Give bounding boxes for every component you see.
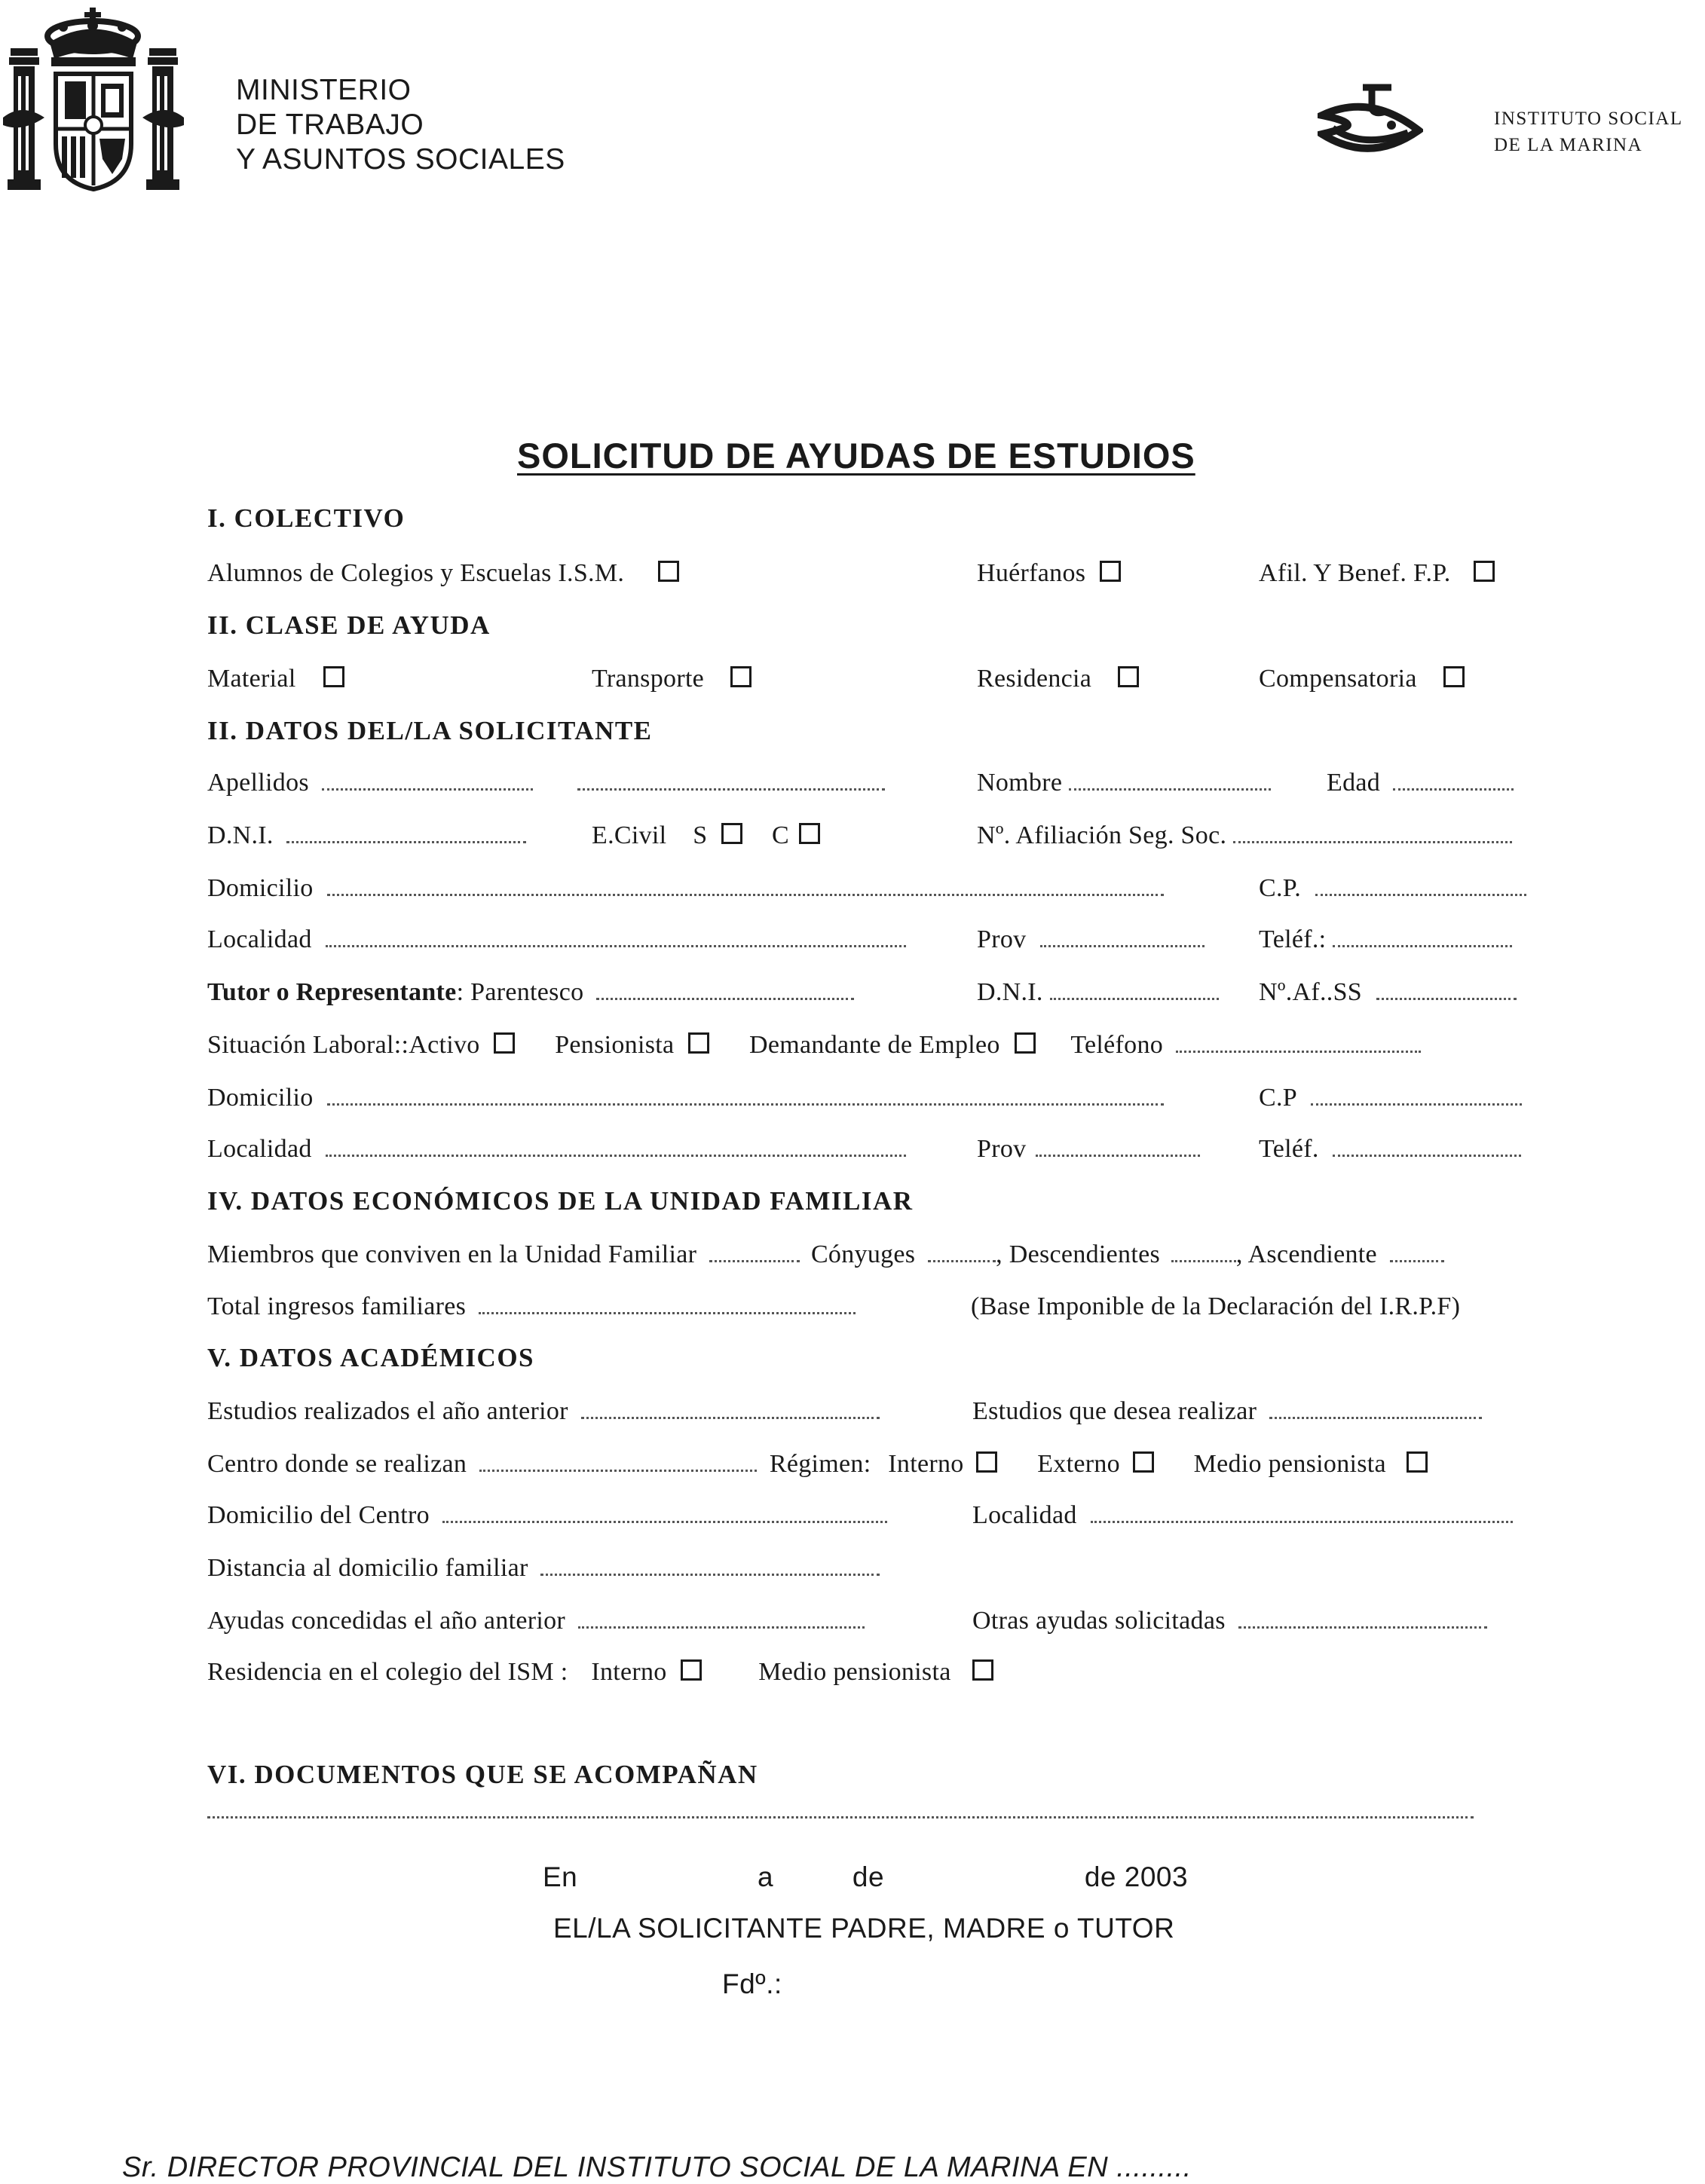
domicilio2-field[interactable] bbox=[207, 1084, 1164, 1112]
clase-residencia-label: Residencia bbox=[977, 665, 1092, 693]
base-imponible-note: (Base Imponible de la Declaración del I.R.P.F) bbox=[971, 1292, 1461, 1320]
apellidos-field[interactable] bbox=[207, 769, 885, 797]
conyuges-label: Cónyuges bbox=[810, 1240, 916, 1268]
tutor-afss-label: Nº.Af..SS bbox=[1259, 978, 1362, 1006]
coat-of-arms bbox=[3, 5, 191, 197]
estudios-anterior-label: Estudios realizados el año anterior bbox=[207, 1397, 568, 1425]
miembros-row bbox=[207, 1240, 1444, 1269]
clase-material-label: Material bbox=[207, 665, 296, 693]
prov-label: Prov bbox=[977, 925, 1027, 953]
situacion-activo-checkbox[interactable] bbox=[494, 1032, 515, 1054]
domicilio2-label: Domicilio bbox=[207, 1084, 314, 1112]
section-colectivo-heading: I. COLECTIVO bbox=[207, 503, 406, 533]
spanish-coat-of-arms-icon bbox=[3, 5, 191, 197]
tutor-dni-field[interactable] bbox=[977, 978, 1219, 1007]
cp-label: C.P. bbox=[1259, 874, 1302, 902]
colectivo-afil bbox=[1259, 559, 1498, 588]
ministry-line-1: MINISTERIO bbox=[236, 74, 412, 106]
afiliacion-label: Nº. Afiliación Seg. Soc. bbox=[977, 821, 1227, 849]
total-ingresos-field[interactable] bbox=[207, 1292, 856, 1321]
descendientes-label: , Descendientes bbox=[996, 1240, 1161, 1268]
ecivil-c-label: C bbox=[772, 821, 790, 849]
regimen-medio-checkbox[interactable] bbox=[1407, 1451, 1428, 1473]
residencia-interno-label: Interno bbox=[591, 1658, 667, 1686]
residencia-ism-label: Residencia en el colegio del ISM : bbox=[207, 1658, 568, 1686]
otras-ayudas-label: Otras ayudas solicitadas bbox=[972, 1607, 1226, 1635]
clase-residencia-checkbox[interactable] bbox=[1118, 666, 1139, 687]
section-academicos-heading: V. DATOS ACADÉMICOS bbox=[207, 1343, 535, 1372]
parentesco-label: : Parentesco bbox=[456, 978, 584, 1006]
ayudas-anterior-label: Ayudas concedidas el año anterior bbox=[207, 1607, 566, 1635]
tutor-dni-label: D.N.I. bbox=[977, 978, 1043, 1006]
ayudas-anterior-field[interactable] bbox=[207, 1607, 865, 1635]
domicilio-label: Domicilio bbox=[207, 874, 314, 902]
situacion-laboral-row bbox=[207, 1031, 1421, 1060]
clase-compensatoria-label: Compensatoria bbox=[1259, 665, 1417, 693]
prov2-field[interactable] bbox=[977, 1135, 1200, 1164]
date-de-label: de bbox=[852, 1861, 885, 1892]
ecivil-label: E.Civil bbox=[592, 821, 667, 849]
clase-transporte-label: Transporte bbox=[592, 665, 705, 693]
centro-label: Centro donde se realizan bbox=[207, 1450, 467, 1478]
estudios-desea-field[interactable] bbox=[972, 1397, 1482, 1426]
prov2-label: Prov bbox=[977, 1135, 1027, 1163]
localidad2-field[interactable] bbox=[207, 1135, 906, 1164]
ministry-name bbox=[236, 73, 565, 177]
fdo-label: Fdº.: bbox=[722, 1968, 782, 1999]
regimen-label: Régimen: bbox=[769, 1450, 871, 1478]
telef-label: Teléf.: bbox=[1259, 925, 1327, 953]
colectivo-alumnos bbox=[207, 559, 682, 588]
distancia-field[interactable] bbox=[207, 1554, 880, 1583]
regimen-externo-label: Externo bbox=[1037, 1450, 1120, 1478]
centro-input[interactable] bbox=[479, 1464, 757, 1472]
residencia-medio-label: Medio pensionista bbox=[758, 1658, 951, 1686]
section-solicitante-heading: II. DATOS DEL/LA SOLICITANTE bbox=[207, 716, 653, 745]
date-year-label: de 2003 bbox=[1084, 1861, 1189, 1892]
colectivo-alumnos-checkbox[interactable] bbox=[658, 561, 679, 582]
demandante-checkbox[interactable] bbox=[1015, 1032, 1036, 1054]
localidad-centro-label: Localidad bbox=[972, 1501, 1077, 1529]
dni-field[interactable] bbox=[207, 821, 526, 850]
signature-place-date bbox=[543, 1861, 1188, 1893]
clase-transporte-checkbox[interactable] bbox=[730, 666, 751, 687]
date-a-label: a bbox=[758, 1861, 774, 1892]
nombre-field[interactable] bbox=[977, 769, 1271, 797]
place-en-label: En bbox=[543, 1861, 578, 1892]
pensionista-label: Pensionista bbox=[555, 1031, 675, 1059]
ascendiente-input[interactable] bbox=[1390, 1254, 1444, 1262]
ascendiente-label: , Ascendiente bbox=[1235, 1240, 1377, 1268]
section-clase-heading: II. CLASE DE AYUDA bbox=[207, 610, 491, 640]
total-ingresos-label: Total ingresos familiares bbox=[207, 1292, 467, 1320]
domicilio-field[interactable] bbox=[207, 874, 1164, 903]
clase-material-checkbox[interactable] bbox=[323, 666, 344, 687]
clase-compensatoria-checkbox[interactable] bbox=[1443, 666, 1465, 687]
tutor-label: Tutor o Representante bbox=[207, 978, 457, 1006]
telefono-label: Teléfono bbox=[1070, 1031, 1164, 1059]
prov-field[interactable] bbox=[977, 925, 1205, 954]
section-economicos-heading: IV. DATOS ECONÓMICOS DE LA UNIDAD FAMILIAR bbox=[207, 1186, 914, 1216]
ecivil-field bbox=[592, 821, 823, 850]
dni-label: D.N.I. bbox=[207, 821, 274, 849]
colectivo-huerfanos-checkbox[interactable] bbox=[1100, 561, 1121, 582]
clase-residencia bbox=[977, 665, 1142, 693]
ism-fish-logo-icon bbox=[1318, 81, 1423, 164]
afiliacion-field[interactable] bbox=[977, 821, 1512, 850]
apellidos-label: Apellidos bbox=[207, 769, 309, 797]
regimen-externo-checkbox[interactable] bbox=[1133, 1451, 1154, 1473]
telef2-field[interactable] bbox=[1259, 1135, 1521, 1164]
ecivil-s-checkbox[interactable] bbox=[721, 823, 742, 844]
residencia-ism-row bbox=[207, 1658, 996, 1687]
edad-field[interactable] bbox=[1327, 769, 1514, 797]
tutor-afss-field[interactable] bbox=[1259, 978, 1517, 1007]
form-title: SOLICITUD DE AYUDAS DE ESTUDIOS bbox=[517, 436, 1195, 476]
estudios-desea-label: Estudios que desea realizar bbox=[972, 1397, 1257, 1425]
colectivo-huerfanos-label: Huérfanos bbox=[977, 559, 1086, 587]
otras-ayudas-field[interactable] bbox=[972, 1607, 1487, 1635]
ministry-line-2: DE TRABAJO bbox=[236, 109, 424, 141]
cp2-label: C.P bbox=[1259, 1084, 1296, 1112]
residencia-interno-checkbox[interactable] bbox=[681, 1659, 702, 1681]
clase-material bbox=[207, 665, 347, 693]
domicilio-centro-field[interactable] bbox=[207, 1501, 887, 1530]
localidad2-label: Localidad bbox=[207, 1135, 312, 1163]
edad-label: Edad bbox=[1327, 769, 1381, 797]
domicilio-centro-label: Domicilio del Centro bbox=[207, 1501, 430, 1529]
centro-row bbox=[207, 1450, 1431, 1479]
nombre-label: Nombre bbox=[977, 769, 1063, 797]
clase-compensatoria bbox=[1259, 665, 1468, 693]
institute-line-1: INSTITUTO SOCIAL bbox=[1494, 109, 1683, 129]
estudios-anterior-field[interactable] bbox=[207, 1397, 880, 1426]
ism-logo bbox=[1318, 81, 1423, 164]
localidad-centro-field[interactable] bbox=[972, 1501, 1513, 1530]
distancia-label: Distancia al domicilio familiar bbox=[207, 1554, 528, 1582]
signer-label: EL/LA SOLICITANTE PADRE, MADRE o TUTOR bbox=[553, 1913, 1175, 1944]
colectivo-afil-label: Afil. Y Benef. F.P. bbox=[1259, 559, 1451, 587]
institute-line-2: DE LA MARINA bbox=[1494, 135, 1643, 155]
situacion-activo-label: Situación Laboral::Activo bbox=[207, 1031, 480, 1059]
ecivil-s-label: S bbox=[693, 821, 708, 849]
telefono-input[interactable] bbox=[1176, 1045, 1421, 1053]
ministry-line-3: Y ASUNTOS SOCIALES bbox=[236, 143, 565, 176]
ecivil-c-checkbox[interactable] bbox=[799, 823, 820, 844]
demandante-label: Demandante de Empleo bbox=[749, 1031, 1000, 1059]
miembros-label: Miembros que conviven en la Unidad Familiar bbox=[207, 1240, 697, 1268]
regimen-interno-label: Interno bbox=[888, 1450, 964, 1478]
tutor-parentesco-field[interactable] bbox=[207, 978, 854, 1007]
regimen-interno-checkbox[interactable] bbox=[976, 1451, 997, 1473]
regimen-medio-label: Medio pensionista bbox=[1193, 1450, 1386, 1478]
cp2-field[interactable] bbox=[1259, 1084, 1522, 1112]
residencia-medio-checkbox[interactable] bbox=[972, 1659, 993, 1681]
documentos-input[interactable] bbox=[207, 1809, 1474, 1822]
colectivo-afil-checkbox[interactable] bbox=[1474, 561, 1495, 582]
conyuges-input[interactable] bbox=[928, 1254, 996, 1262]
localidad-field[interactable] bbox=[207, 925, 906, 954]
localidad-label: Localidad bbox=[207, 925, 312, 953]
footer-director: Sr. DIRECTOR PROVINCIAL DEL INSTITUTO SOCIAL DE LA MARINA EN ......... bbox=[122, 2152, 1192, 2183]
telef-field[interactable] bbox=[1259, 925, 1512, 954]
institute-name bbox=[1494, 106, 1683, 158]
telef2-label: Teléf. bbox=[1259, 1135, 1319, 1163]
pensionista-checkbox[interactable] bbox=[688, 1032, 709, 1054]
cp-field[interactable] bbox=[1259, 874, 1526, 903]
descendientes-input[interactable] bbox=[1171, 1254, 1236, 1262]
miembros-input[interactable] bbox=[709, 1254, 800, 1262]
colectivo-huerfanos bbox=[977, 559, 1124, 588]
section-documentos-heading: VI. DOCUMENTOS QUE SE ACOMPAÑAN bbox=[207, 1760, 758, 1789]
clase-transporte bbox=[592, 665, 755, 693]
colectivo-alumnos-label: Alumnos de Colegios y Escuelas I.S.M. bbox=[207, 559, 625, 587]
